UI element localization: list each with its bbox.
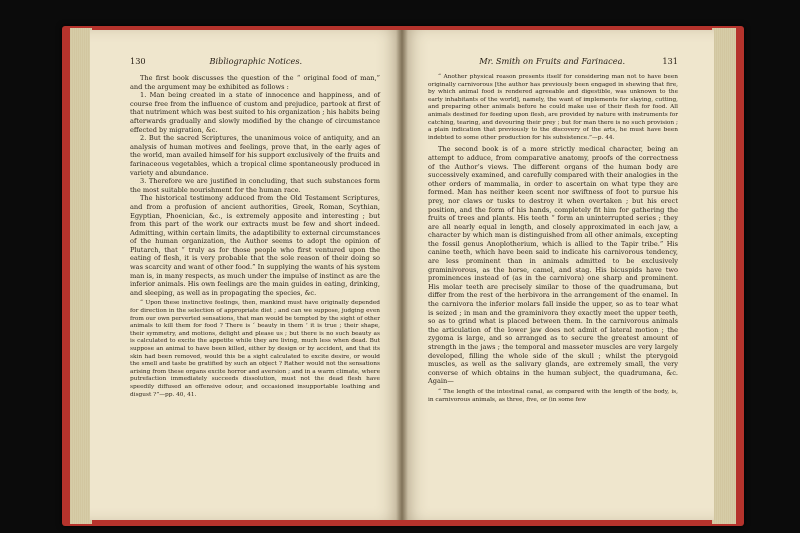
page-edges-right — [712, 28, 736, 524]
right-page — [402, 30, 714, 520]
block-quote: “ Upon these instinctive feelings, then, mankind must have originally depended for direction in the selection of appropriate diet ; and can we suppose, judging even from our own perverted sensations, that man would be tempted by the sight of other animals to kill them for food ? There is ‘ beauty in them ’ it is true ; their shape, their symmetry, and motions, delight and please us ; but there is no such beauty as is calculated to excite the appetite while they are living, much less when dead. But suppose an animal to have been killed, either by design or by accident, and that its skin had been removed, would this be a sight calculated to excite desire, or would the smell and taste be gratified by such an object ? Rather would not the sensations arising from these organs excite horror and aversion ; and in a warm climate, where putrefaction immediately succeeds dissolution, must not the dead flesh have speedily diffused an offensive odour, and occasioned insupportable loathing and disgust ?”—pp. 40, 41. — [130, 300, 380, 398]
right-page-number: 131 — [662, 56, 678, 66]
left-page — [90, 30, 402, 520]
left-page-number: 130 — [130, 56, 146, 66]
paragraph: 3. Therefore we are justified in concluding, that such substances form the most suitable nourishment for the human race. — [130, 177, 380, 194]
left-running-head: Bibliographic Notices. — [209, 56, 303, 66]
right-page-header — [428, 56, 678, 66]
book-gutter — [396, 30, 408, 520]
page-edges-left — [70, 28, 92, 524]
paragraph: 2. But the sacred Scriptures, the unanimous voice of antiquity, and an analysis of human motives and feelings, prove that, in the early ages of the world, man availed himself for his support exclusively of the fruits and farinaceous vegetables, which a tropical clime spontaneously produced in variety and abundance. — [130, 134, 380, 177]
block-quote: “ Another physical reason presents itself for considering man not to have been originally carnivorous [the author has previously been engaged in shewing that fire, by which animal food is rendered agreeable and digestible, was unknown to the early inhabitants of the world], namely, the want of implements for slaying, cutting, and preparing other animals before he could make use of their flesh for food. All animals destined for feeding upon flesh, are provided by nature with instruments for catching, tearing, and devouring their prey ; but for man there is no such provision ; a plain indication that previously to the discovery of the arts, he must have been indebted to some other production for his subsistence.”—p. 44. — [428, 74, 678, 141]
paragraph: The historical testimony adduced from the Old Testament Scriptures, and from a profusion of ancient authorities, Greek, Roman, Scythian, Egyptian, Phoenician, &c., is extremely apposite and interesting ; but from this part of the work our extracts must be few and short indeed. Admitting, within certain limits, the adaptibility to external circumstances of the human organization, the Author seems to adopt the opinion of Plutarch, that “ truly as for those people who first ventured upon the eating of flesh, it is very probable that the sole reason of their doing so was scarcity and want of other food.” In supplying the wants of his system man is, in many respects, as much under the impulse of instinct as are the inferior animals. His own feelings are the main guides in eating, drinking, and sleeping, as well as in propagating the species, &c. — [130, 194, 380, 297]
left-page-header — [130, 56, 380, 66]
paragraph: The first book discusses the question of the “ original food of man,” and the argument may be exhibited as follows : — [130, 74, 380, 91]
block-quote: “ The length of the intestinal canal, as compared with the length of the body, is, in carnivorous animals, as three, five, or (in some few — [428, 388, 678, 403]
right-running-head: Mr. Smith on Fruits and Farinacea. — [479, 56, 626, 66]
paragraph: 1. Man being created in a state of innocence and happiness, and of course free from the influence of custom and prejudice, partook at first of that nutriment which was best suited to his organization ; his habits being afterwards gradually and slowly modified by the change of circumstance effected by migration, &c. — [130, 91, 380, 134]
paragraph: The second book is of a more strictly medical character, being an attempt to adduce, from comparative anatomy, proofs of the correctness of the Author’s views. The different organs of the human body are successively examined, and carefully compared with their analogies in the other orders of mammalia, in order to ascertain on what type they are formed. Man has neither keen scent nor swiftness of foot to pursue his prey, nor claws or tusks to destroy it when overtaken ; but his erect position, and the form of his hands, completely fit him for gathering the fruits of trees and plants. His teeth “ form an uninterrupted series ; they are all nearly equal in length, and closely approximated in each jaw, a character by which man is distinguished from all other animals, excepting the fossil genus Anoplotherium, which is allied to the Tapir tribe.” His canine teeth, which have been said to indicate his carnivorous tendency, are less prominent than in animals admitted to be exclusively graminivorous, as the horse, camel, and stag. His bicuspids have two prominences instead of (as in the carnivora) one sharp and prominent. His molar teeth are precisely similar to those of the quadrumana, but differ from the rest of the herbivora in the arrangement of the enamel. In the carnivora the inferior molars fall inside the upper, so as to tear what is seized ; in man and the graminivora they exactly meet the upper teeth, so as to grind what is placed between them. In the carnivorous animals the articulation of the lower jaw does not admit of lateral motion ; the zygoma is large, and so arranged as to secure the greatest amount of strength in the jaws ; the temporal and masseter muscles are very largely developed, filling the whole side of the skull ; whilst the pterygoid muscles, as well as the salivary glands, are extremely small, the very converse of which obtains in the human subject, the quadrumana, &c. Again— — [428, 145, 678, 386]
